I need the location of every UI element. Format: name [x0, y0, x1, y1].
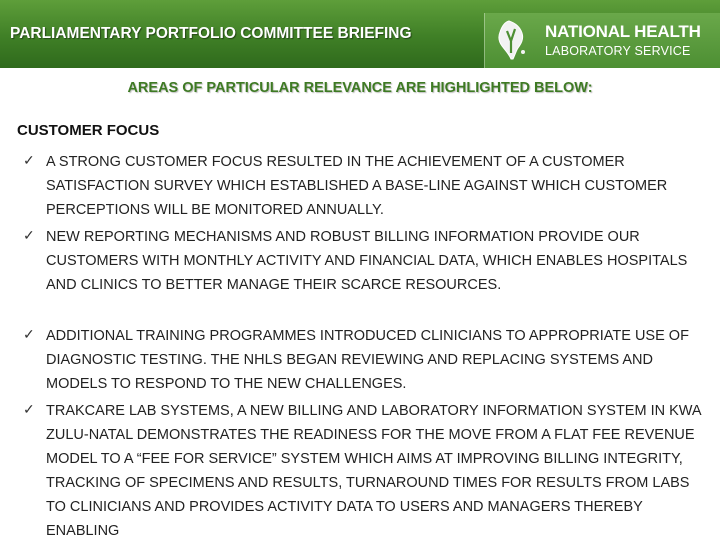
bullet-text: ADDITIONAL TRAINING PROGRAMMES INTRODUCED CLINICIANS TO APPROPRIATE USE OF DIAGNOSTIC TESTING. THE NHLS BEGAN REVIEWING AND REPLACING SYSTEMS AND MODELS TO RESPOND TO THE NEW CHALLENGES.: [46, 328, 689, 392]
bullet-text: TRAKCARE LAB SYSTEMS, A NEW BILLING AND LABORATORY INFORMATION SYSTEM IN KWA ZULU-NATAL DEMONSTRATES THE READINESS FOR THE MOVE FROM A FLAT FEE REVENUE MODEL TO A “FEE FOR SERVICE” SYSTEM WHICH AIMS AT IMPROVING BILLING INTEGRITY, TRACKING OF SPECIMENS AND RESULTS, TURNAROUND TIMES FOR RESULTS FROM LABS TO CLINICIANS AND PROVIDES ACTIVITY DATA TO USERS AND MANAGERS THEREBY ENABLING: [46, 403, 701, 539]
logo-text-line2: LABORATORY SERVICE: [545, 44, 691, 58]
header-bar: [0, 0, 720, 68]
page-title: PARLIAMENTARY PORTFOLIO COMMITTEE BRIEFING: [10, 25, 412, 42]
logo-text-line1: NATIONAL HEALTH: [545, 22, 701, 41]
slide-subtitle: AREAS OF PARTICULAR RELEVANCE ARE HIGHLIGHTED BELOW:: [127, 80, 593, 96]
bullet-text: NEW REPORTING MECHANISMS AND ROBUST BILLING INFORMATION PROVIDE OUR CUSTOMERS WITH MONTHLY ACTIVITY AND FINANCIAL DATA, WHICH ENABLES HOSPITALS AND CLINICS TO BETTER MANAGE THEIR SCARCE RESOURCES.: [46, 229, 688, 293]
check-arrow-icon: ✓: [23, 227, 35, 243]
check-arrow-icon: ✓: [23, 152, 35, 168]
section-heading: CUSTOMER FOCUS: [17, 122, 160, 139]
check-arrow-icon: ✓: [23, 401, 35, 417]
logo-block: [484, 13, 720, 68]
nhls-logo-icon: [493, 19, 529, 61]
bullet-text: A STRONG CUSTOMER FOCUS RESULTED IN THE ACHIEVEMENT OF A CUSTOMER SATISFACTION SURVEY WHICH ESTABLISHED A BASE-LINE AGAINST WHICH CUSTOMER PERCEPTIONS WILL BE MONITORED ANNUALLY.: [46, 154, 668, 218]
check-arrow-icon: ✓: [23, 326, 35, 342]
